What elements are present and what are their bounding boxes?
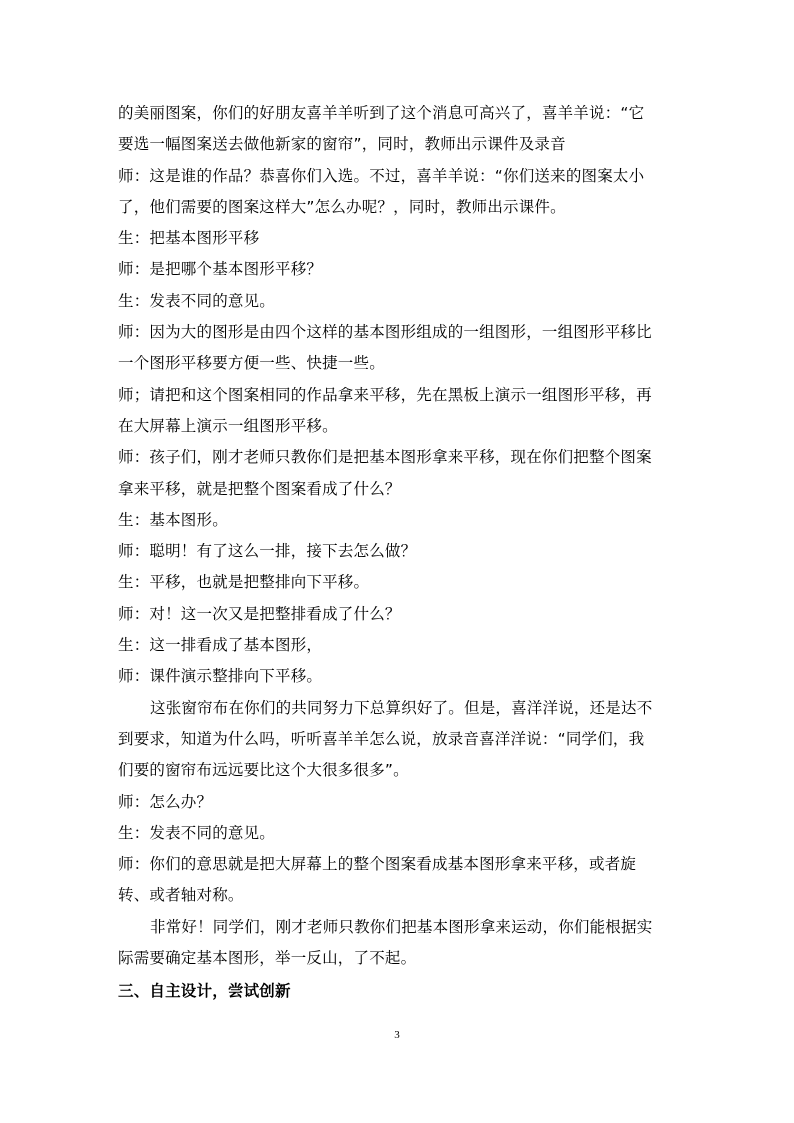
section-heading: 三、自主设计，尝试创新 [118,982,291,1001]
text-line: 的美丽图案，你们的好朋友喜羊羊听到了这个消息可高兴了，喜羊羊说：“它 [118,104,645,122]
text-line: 师：你们的意思就是把大屏幕上的整个图案看成基本图形拿来平移，或者旋 [118,855,637,874]
text-line: 生：基本图形。 [118,510,228,529]
text-line: 师：孩子们，刚才老师只教你们是把基本图形拿来平移，现在你们把整个图案 [118,448,652,467]
paragraph-line-indented: 这张窗帘布在你们的共同努力下总算织好了。但是，喜洋洋说，还是达不 [150,698,653,717]
text-line: 师：课件演示整排向下平移。 [118,667,323,686]
text-line: 际需要确定基本图形，举一反山，了不起。 [118,949,417,968]
text-line: 生：发表不同的意见。 [118,823,276,842]
text-line: 生：平移，也就是把整排向下平移。 [118,573,370,592]
text-line: 师：对！这一次又是把整排看成了什么？ [118,604,401,623]
text-line: 拿来平移，就是把整个图案看成了什么？ [118,479,401,498]
text-line: 在大屏幕上演示一组图形平移。 [118,416,338,435]
text-line: 生：这一排看成了基本图形， [118,636,323,655]
text-line: 师：是把哪个基本图形平移？ [118,260,323,279]
paragraph-line-indented: 非常好！同学们，刚才老师只教你们把基本图形拿来运动，你们能根据实 [150,917,653,936]
text-line: 师：因为大的图形是由四个这样的基本图形组成的一组图形，一组图形平移比 [118,323,652,342]
text-line: 们要的窗帘布远远要比这个大很多很多”。 [118,761,409,780]
text-line: 师；请把和这个图案相同的作品拿来平移，先在黑板上演示一组图形平移，再 [118,385,652,404]
text-line: 师：这是谁的作品？恭喜你们入选。不过，喜羊羊说：“你们送来的图案太小 [118,166,645,185]
text-line: 生：把基本图形平移 [118,229,260,248]
text-line: 要选一幅图案送去做他新家的窗帘”，同时，教师出示课件及录音 [118,135,566,154]
text-line: 师：聪明！有了这么一排，接下去怎么做？ [118,542,417,561]
text-line: 了，他们需要的图案这样大”怎么办呢？，同时，教师出示课件。 [118,197,566,216]
text-line: 到要求，知道为什么吗，听听喜羊羊怎么说，放录音喜洋洋说：“同学们，我 [118,729,645,748]
text-line: 一个图形平移要方便一些、快捷一些。 [118,354,385,373]
text-line: 生：发表不同的意见。 [118,291,276,310]
page-number: 3 [394,1029,400,1041]
text-line: 师：怎么办？ [118,792,213,811]
document-body [118,98,678,1008]
text-line: 转、或者轴对称。 [118,886,244,905]
